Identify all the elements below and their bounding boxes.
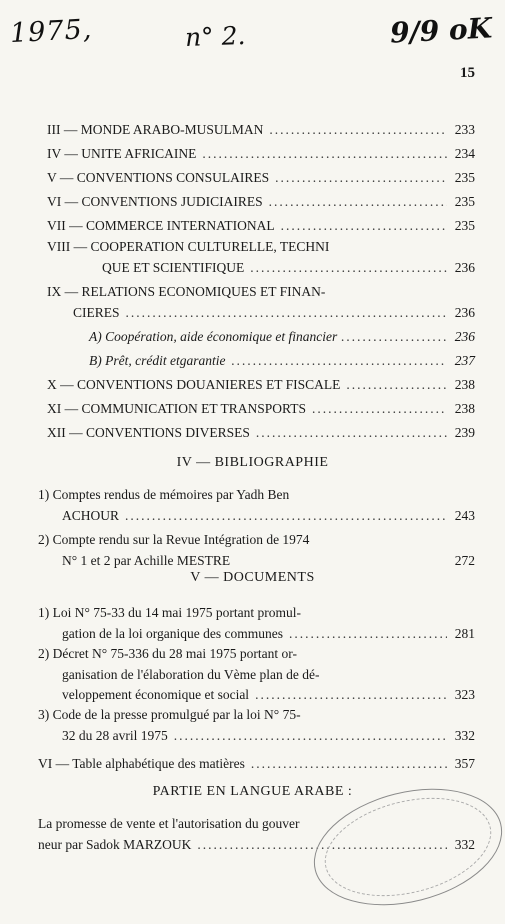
document-row (38, 706, 475, 724)
toc-page: 235 (454, 218, 475, 233)
document-label: 32 du 28 avril 1975 (62, 728, 168, 743)
document-row (62, 727, 475, 745)
biblio-row (38, 486, 475, 504)
document-row (38, 604, 475, 622)
handwritten-year: 1975, (9, 13, 94, 50)
leader-dots (275, 169, 447, 187)
document-page: 332 (454, 728, 475, 743)
toc-page: 236 (454, 260, 475, 275)
toc-label: QUE ET SCIENTIFIQUE (102, 260, 245, 275)
document-label: veloppement économique et social (62, 687, 250, 702)
toc-row (73, 304, 475, 322)
biblio-label: ACHOUR (62, 508, 120, 523)
leader-dots (251, 755, 447, 773)
toc-label: IX — RELATIONS ECONOMIQUES ET FINAN- (47, 284, 326, 299)
toc-label: VIII — COOPERATION CULTURELLE, TECHNI (47, 239, 330, 254)
leader-dots (174, 727, 447, 745)
arabic-part-label: La promesse de vente et l'autorisation du gouver (38, 816, 300, 831)
page-number: 15 (460, 65, 475, 81)
document-page: 323 (454, 687, 475, 702)
toc-label: III — MONDE ARABO-MUSULMAN (47, 122, 264, 137)
toc-page: 234 (454, 146, 475, 161)
toc-label: A) Coopération, aide économique et financier (89, 329, 338, 344)
section-heading-documents: V — DOCUMENTS (190, 570, 315, 585)
leader-dots (250, 259, 447, 277)
toc-label: XI — COMMUNICATION ET TRANSPORTS (47, 401, 306, 416)
biblio-label: 2) Compte rendu sur la Revue Intégration de 1974 (38, 532, 310, 547)
toc-label: B) Prêt, crédit etgarantie (89, 353, 226, 368)
leader-dots (255, 686, 447, 704)
section-heading-arabic-part: PARTIE EN LANGUE ARABE : (152, 784, 353, 799)
leader-dots (281, 217, 447, 235)
toc-page: 237 (454, 353, 475, 368)
toc-row (47, 376, 475, 394)
leader-dots (269, 193, 447, 211)
document-row (62, 686, 475, 704)
toc-label: VI — CONVENTIONS JUDICIAIRES (47, 194, 263, 209)
document-label: 1) Loi N° 75-33 du 14 mai 1975 portant promul- (38, 605, 301, 620)
toc-label: XII — CONVENTIONS DIVERSES (47, 425, 250, 440)
leader-dots (125, 507, 447, 525)
toc-row (47, 283, 475, 301)
biblio-page: 243 (454, 508, 475, 523)
document-label: 3) Code de la presse promulgué par la loi N° 75- (38, 707, 301, 722)
toc-row (47, 424, 475, 442)
toc-page: 236 (454, 305, 475, 320)
leader-dots (346, 376, 447, 394)
toc-page: 235 (454, 170, 475, 185)
biblio-row (62, 552, 475, 570)
document-row (62, 666, 475, 684)
leader-dots (289, 625, 447, 643)
biblio-row (62, 507, 475, 525)
toc-row (102, 259, 475, 277)
document-row (38, 755, 475, 773)
handwritten-number: n° 2. (184, 20, 246, 53)
toc-page: 236 (454, 329, 475, 344)
biblio-row (38, 531, 475, 549)
document-row (62, 625, 475, 643)
handwritten-checkmark: 9/9 oK (389, 11, 493, 50)
document-page: 281 (454, 626, 475, 641)
toc-page: 238 (454, 377, 475, 392)
biblio-label: 1) Comptes rendus de mémoires par Yadh Ben (38, 487, 290, 502)
document-label: 2) Décret N° 75-336 du 28 mai 1975 portant or- (38, 646, 297, 661)
document-page: 357 (454, 756, 475, 771)
document-row (38, 645, 475, 663)
toc-label: X — CONVENTIONS DOUANIERES ET FISCALE (47, 377, 341, 392)
leader-dots (312, 400, 447, 418)
toc-page: 235 (454, 194, 475, 209)
leader-dots (269, 121, 447, 139)
toc-page: 239 (454, 425, 475, 440)
document-label: ganisation de l'élaboration du Vème plan de dé- (62, 667, 320, 682)
toc-row (47, 145, 475, 163)
biblio-label: N° 1 et 2 par Achille MESTRE (62, 553, 231, 568)
leader-dots (231, 352, 447, 370)
toc-row (47, 238, 475, 256)
toc-row (89, 328, 475, 346)
toc-row (47, 121, 475, 139)
toc-label: V — CONVENTIONS CONSULAIRES (47, 170, 270, 185)
toc-label: IV — UNITE AFRICAINE (47, 146, 197, 161)
toc-label: CIERES (73, 305, 120, 320)
arabic-part-page: 332 (454, 837, 475, 852)
arabic-part-label: neur par Sadok MARZOUK (38, 837, 192, 852)
document-label: gation de la loi organique des communes (62, 626, 283, 641)
leader-dots (341, 328, 449, 346)
toc-row (47, 400, 475, 418)
section-heading-bibliography: IV — BIBLIOGRAPHIE (176, 455, 329, 470)
toc-row (47, 169, 475, 187)
leader-dots (256, 424, 447, 442)
leader-dots (202, 145, 447, 163)
toc-row (47, 193, 475, 211)
toc-page: 233 (454, 122, 475, 137)
toc-row (47, 217, 475, 235)
toc-page: 238 (454, 401, 475, 416)
document-label: VI — Table alphabétique des matières (38, 756, 245, 771)
toc-label: VII — COMMERCE INTERNATIONAL (47, 218, 275, 233)
leader-dots (126, 304, 447, 322)
stamp-inner-ring (314, 782, 501, 912)
biblio-page: 272 (454, 553, 475, 568)
toc-row (89, 352, 475, 370)
